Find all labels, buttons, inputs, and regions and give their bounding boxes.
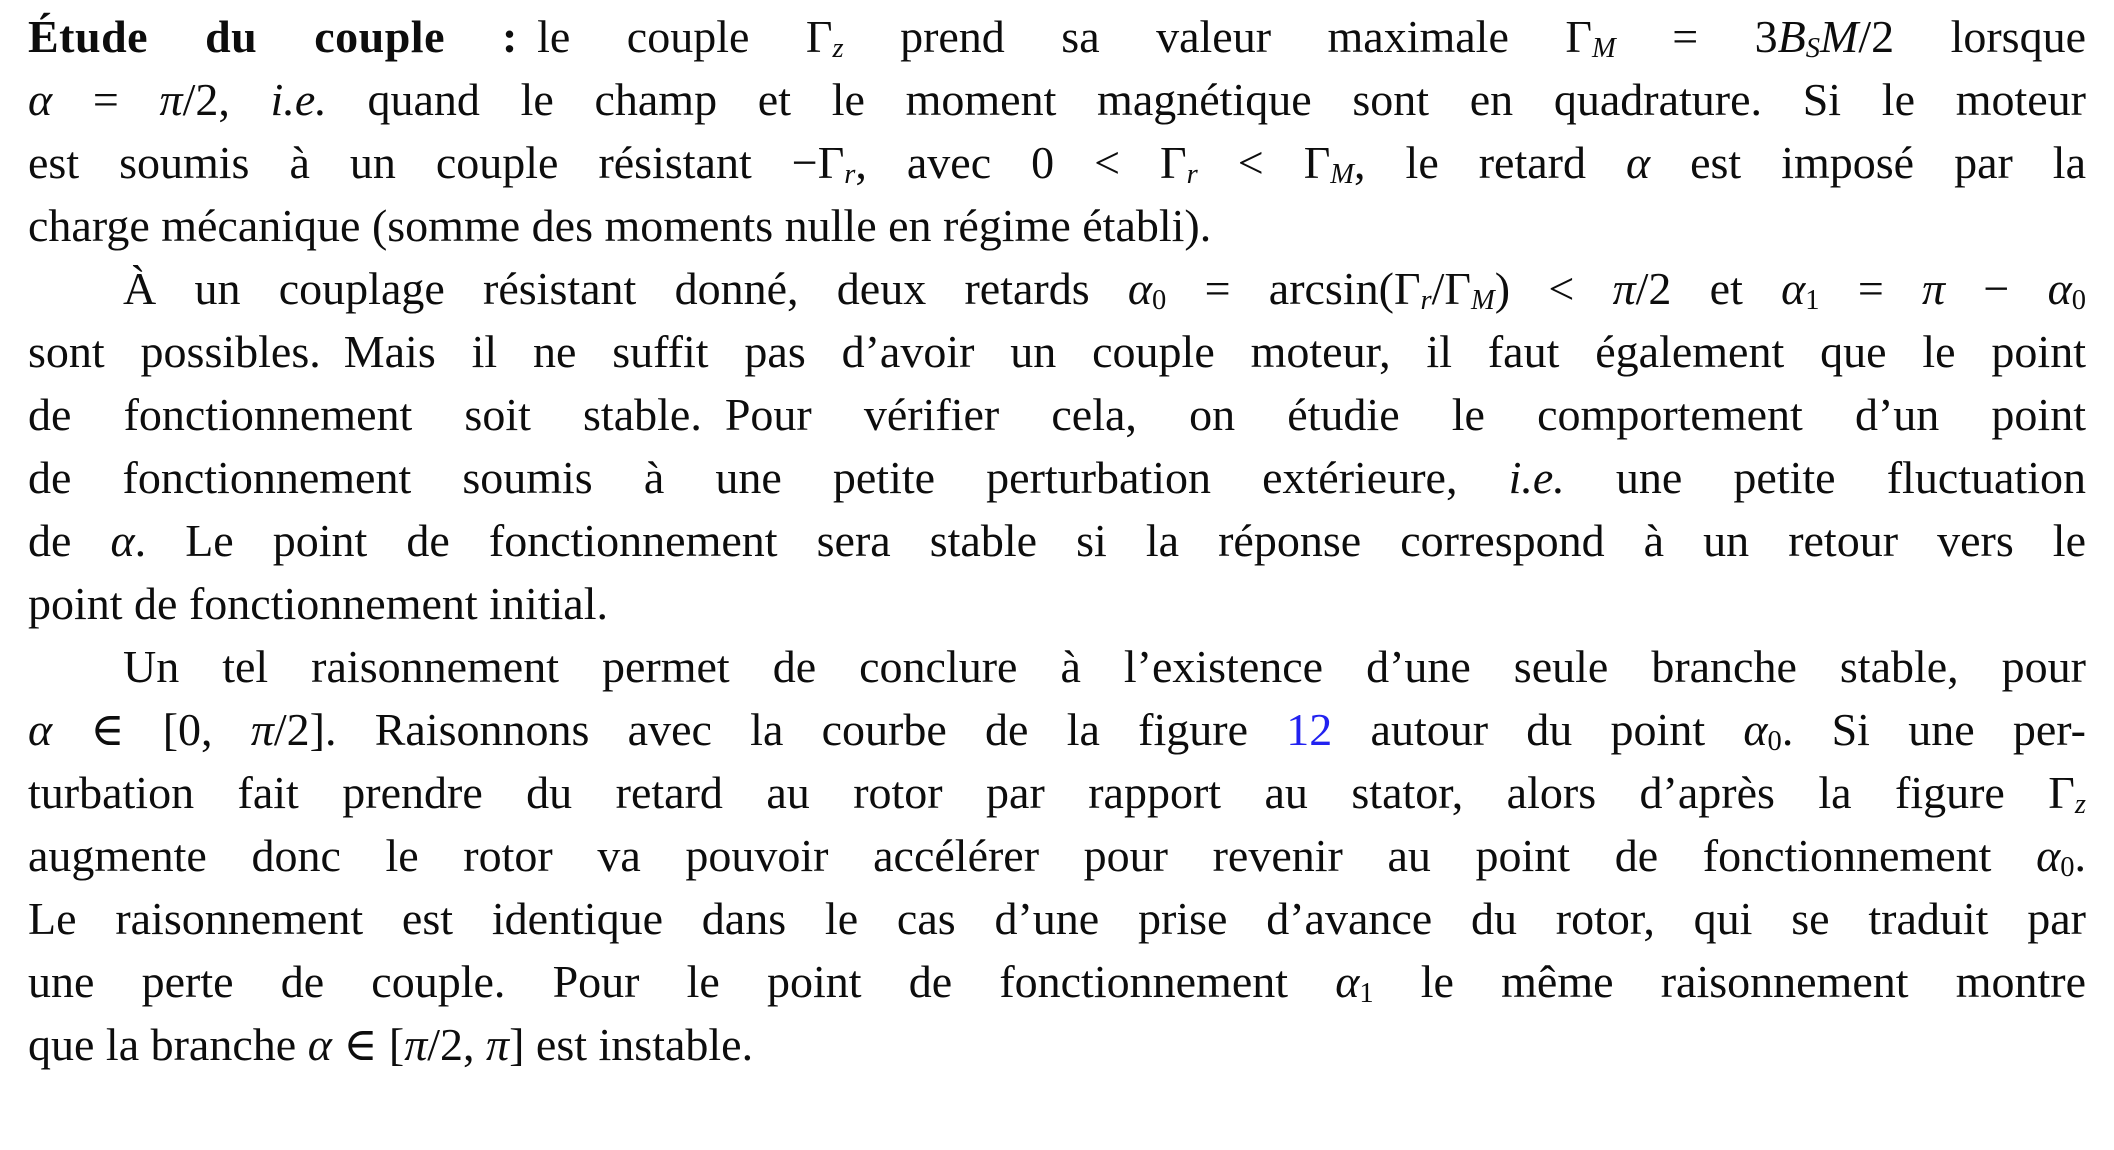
math-variable: α xyxy=(1625,137,1651,188)
text-run: point de fonctionnement initial. xyxy=(28,578,608,629)
math-subscript: 0 xyxy=(1767,726,1782,758)
math-subscript: 0 xyxy=(2071,285,2086,317)
math-variable: π xyxy=(486,1019,510,1070)
text-run: de xyxy=(28,515,111,566)
math-variable: i.e. xyxy=(1508,452,1565,503)
text-line xyxy=(28,5,2086,68)
text-run: Γ xyxy=(805,11,833,62)
text-run: /2 lorsque xyxy=(1858,11,2087,62)
text-run: autour du point xyxy=(1332,704,1744,755)
math-variable: α xyxy=(307,1019,332,1070)
text-run: = arcsin( xyxy=(1166,263,1394,314)
text-run: /2]. Raisonnons avec la courbe de la figure xyxy=(273,704,1287,755)
text-run: Le raisonnement est identique dans le cas d’une prise d’avance du rotor, qui se traduit par xyxy=(28,893,2086,944)
text-line xyxy=(28,383,2086,446)
text-line xyxy=(28,887,2086,950)
text-run: . Si une per- xyxy=(1781,704,2087,755)
text-run: Γ xyxy=(1160,137,1187,188)
math-variable: α xyxy=(1335,956,1360,1007)
text-run: ∈ [0, xyxy=(52,704,251,755)
text-run: − xyxy=(1945,263,2048,314)
text-run: /2, xyxy=(427,1019,487,1070)
math-subscript: 1 xyxy=(1359,978,1374,1010)
text-run: /2 et xyxy=(1635,263,1782,314)
math-variable: α xyxy=(110,515,135,566)
text-run: = 3 xyxy=(1615,11,1778,62)
text-run: une petite fluctuation xyxy=(1564,452,2086,503)
text-line xyxy=(28,824,2086,887)
text-run: est soumis à un couple résistant − xyxy=(28,137,818,188)
math-subscript: M xyxy=(1591,33,1616,65)
math-subscript: z xyxy=(2074,789,2086,821)
text-line xyxy=(28,194,2086,257)
text-run: Γ xyxy=(1565,11,1592,62)
math-variable: π xyxy=(250,704,274,755)
math-subscript: M xyxy=(1471,285,1495,317)
math-variable: α xyxy=(1781,263,1806,314)
text-run: de fonctionnement soumis à une petite perturbation extérieure, xyxy=(28,452,1509,503)
math-variable: π xyxy=(159,74,183,125)
text-run: = xyxy=(52,74,160,125)
text-run: < xyxy=(1197,137,1304,188)
text-run: ) < xyxy=(1494,263,1613,314)
text-run: Un tel raisonnement permet de conclure à l’existence d’une seule branche stable, pour xyxy=(123,641,2086,692)
text-run: sont possibles. Mais il ne suffit pas d’avoir un couple moteur, il faut également que le point xyxy=(28,326,2086,377)
text-run: quand le champ et le moment magnétique sont en quadrature. Si le moteur xyxy=(326,74,2086,125)
math-subscript: 0 xyxy=(2060,852,2075,884)
math-variable: M xyxy=(1820,11,1859,62)
math-variable: π xyxy=(1612,263,1636,314)
text-run: / xyxy=(1431,263,1445,314)
text-line xyxy=(28,68,2086,131)
text-run: Γ xyxy=(1303,137,1331,188)
text-run: . Le point de fonctionnement sera stable si la réponse correspond à un retour vers le xyxy=(134,515,2086,566)
math-variable: i.e. xyxy=(270,74,327,125)
math-variable: α xyxy=(28,74,53,125)
text-line xyxy=(28,509,2086,572)
text-line xyxy=(28,1013,2086,1076)
text-run: une perte de couple. Pour le point de fonctionnement xyxy=(28,956,1336,1007)
math-subscript: r xyxy=(1186,159,1198,191)
math-subscript: r xyxy=(844,159,856,191)
math-variable: B xyxy=(1777,11,1806,62)
section-heading-label: Étude du couple : xyxy=(28,11,518,62)
text-line xyxy=(28,131,2086,194)
paragraph xyxy=(28,257,2086,635)
text-run: , le retard xyxy=(1354,137,1626,188)
text-run: prend sa valeur maximale xyxy=(843,11,1566,62)
text-run: ] est instable. xyxy=(509,1019,754,1070)
text-run: = xyxy=(1819,263,1923,314)
text-line xyxy=(28,635,2086,698)
text-run: de fonctionnement soit stable. Pour vérifier cela, on étudie le comportement d’un point xyxy=(28,389,2086,440)
text-run: turbation fait prendre du retard au rotor par rapport au stator, alors d’après la figure xyxy=(28,767,2049,818)
text-run: Γ xyxy=(2048,767,2075,818)
text-run: Γ xyxy=(1393,263,1421,314)
text-run: charge mécanique (somme des moments nulle en régime établi). xyxy=(28,200,1212,251)
text-line xyxy=(28,257,2086,320)
math-variable: α xyxy=(1127,263,1153,314)
document-body xyxy=(28,5,2086,1076)
text-run: ∈ [ xyxy=(331,1019,405,1070)
math-variable: α xyxy=(2036,830,2061,881)
text-run: est imposé par la xyxy=(1650,137,2086,188)
math-variable: π xyxy=(1922,263,1946,314)
paragraph xyxy=(28,5,2086,257)
math-variable: π xyxy=(404,1019,428,1070)
text-line xyxy=(28,320,2086,383)
math-variable: α xyxy=(1743,704,1768,755)
text-run: augmente donc le rotor va pouvoir accélérer pour revenir au point de fonctionnement xyxy=(28,830,2037,881)
text-run: Γ xyxy=(1444,263,1472,314)
math-subscript: 0 xyxy=(1152,285,1167,317)
text-run: Γ xyxy=(817,137,845,188)
figure-ref-link[interactable]: 12 xyxy=(1286,704,1333,755)
text-run: que la branche xyxy=(28,1019,308,1070)
text-run: À un couplage résistant donné, deux retards xyxy=(123,263,1128,314)
text-run: le même raisonnement montre xyxy=(1373,956,2086,1007)
text-line xyxy=(28,950,2086,1013)
text-run: . xyxy=(2074,830,2086,881)
text-line xyxy=(28,698,2086,761)
text-line xyxy=(28,761,2086,824)
text-line xyxy=(28,446,2086,509)
math-subscript: r xyxy=(1420,285,1432,317)
text-run: , avec 0 < xyxy=(855,137,1161,188)
math-variable: α xyxy=(28,704,53,755)
math-variable: α xyxy=(2047,263,2072,314)
math-subscript: M xyxy=(1330,159,1355,191)
math-subscript: 1 xyxy=(1805,285,1820,317)
math-subscript: z xyxy=(832,33,844,65)
math-subscript: S xyxy=(1805,33,1820,65)
text-run: le couple xyxy=(537,11,806,62)
paragraph xyxy=(28,635,2086,1076)
text-line xyxy=(28,572,2086,635)
text-run: /2, xyxy=(182,74,271,125)
